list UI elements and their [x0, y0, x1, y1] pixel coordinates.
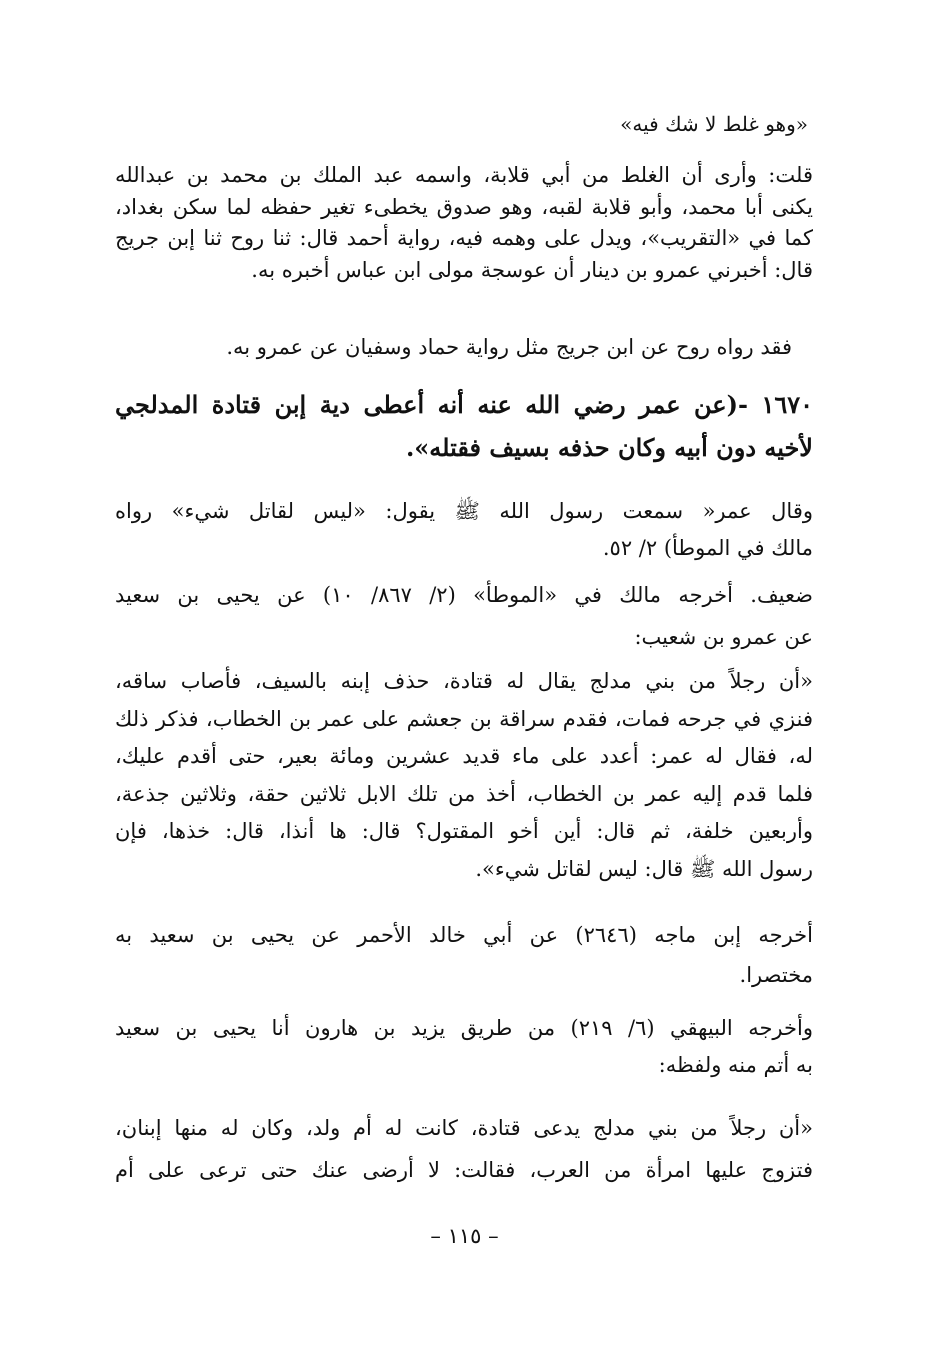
paragraph-line: فتزوج عليها امرأة من العرب، فقالت: لا أرضى عنك حتى ترعى على أم — [115, 1158, 813, 1182]
paragraph-line: يكنى أبا محمد، وأبو قلابة لقبه، وهو صدوق يخطىء تغير حفظه لما سكن بغداد، — [115, 194, 813, 219]
paragraph-line: «أن رجلاً من بني مدلج يدعى قتادة، كانت له أم ولد، وكان له منها إبنان، — [115, 1116, 813, 1140]
paragraph-7 — [115, 1010, 813, 1084]
paragraph-8 — [115, 1107, 813, 1191]
paragraph-line: وأخرجه البيهقي (٦/ ٢١٩) من طريق يزيد بن هارون أنا يحيى بن سعيد — [115, 1016, 813, 1040]
paragraph-line: عن عمرو بن شعيب: — [634, 625, 813, 649]
paragraph-line: به أتم منه ولفظه: — [658, 1053, 813, 1077]
paragraph-line: له، فقال له عمر: أعدد على ماء قديد عشرين ومائة بعير، حتى أقدم عليك، — [115, 744, 813, 769]
hadith-line: ١٦٧٠ -(عن عمر رضي الله عنه أنه أعطى دية إبن قتادة المدلجي — [115, 390, 813, 419]
paragraph-line: مختصرا. — [739, 963, 813, 987]
paragraph-5 — [115, 663, 813, 889]
paragraph-line: كما في «التقريب»، ويدل على وهمه فيه، رواية أحمد قال: ثنا روح ثنا إبن جريج — [115, 226, 813, 250]
paragraph-line: أخرجه إبن ماجه (٢٦٤٦) عن أبي خالد الأحمر عن يحيى بن سعيد به — [115, 923, 813, 947]
hadith-line: لأخيه دون أبيه وكان حذفه بسيف فقتله». — [405, 433, 813, 462]
paragraph-line: قال: أخبرني عمرو بن دينار أن عوسجة مولى ابن عباس أخبره به. — [251, 257, 813, 282]
paragraph-line: مالك في الموطأ) ٢/ ٥٢. — [602, 536, 813, 560]
top-quote — [560, 112, 808, 136]
paragraph-line: وقال عمر« سمعت رسول الله ﷺ يقول: «ليس لقاتل شيء» رواه — [115, 499, 813, 523]
page-number: – ١١٥ – — [430, 1224, 499, 1248]
paragraph-line: «أن رجلاً من بني مدلج يقال له قتادة، حذف إبنه بالسيف، فأصاب ساقه، — [115, 669, 813, 693]
top-quote-text: «وهو غلط لا شك فيه» — [620, 112, 808, 136]
paragraph-1 — [115, 160, 813, 286]
paragraph-line: فنزي في جرحه فمات، فقدم سراقة بن جعشم على عمر بن الخطاب، فذكر ذلك — [115, 706, 813, 731]
hadith-1670 — [115, 383, 813, 469]
paragraph-2 — [200, 332, 792, 364]
paragraph-line: ضعيف. أخرجه مالك في «الموطأ» (٢/ ٨٦٧/ ١٠) عن يحيى بن سعيد — [115, 583, 813, 607]
paragraph-line: رسول الله ﷺ قال: ليس لقاتل شيء». — [475, 856, 813, 881]
paragraph-4 — [115, 574, 813, 658]
paragraph-3 — [115, 493, 813, 567]
paragraph-line: فلما قدم إليه عمر بن الخطاب، أخذ من تلك الابل ثلاثين حقة، وثلاثين جذعة، — [115, 781, 813, 806]
paragraph-line: وأربعين خلفة، ثم قال: أين أخو المقتول؟ قال: ها أنذا، قال: خذها، فإن — [115, 819, 813, 844]
paragraph-line: قلت: وأرى أن الغلط من أبي قلابة، واسمه عبد الملك بن محمد بن عبدالله — [115, 163, 813, 187]
paragraph-line: فقد رواه روح عن ابن جريج مثل رواية حماد وسفيان عن عمرو به. — [226, 335, 792, 359]
paragraph-6 — [115, 915, 813, 995]
